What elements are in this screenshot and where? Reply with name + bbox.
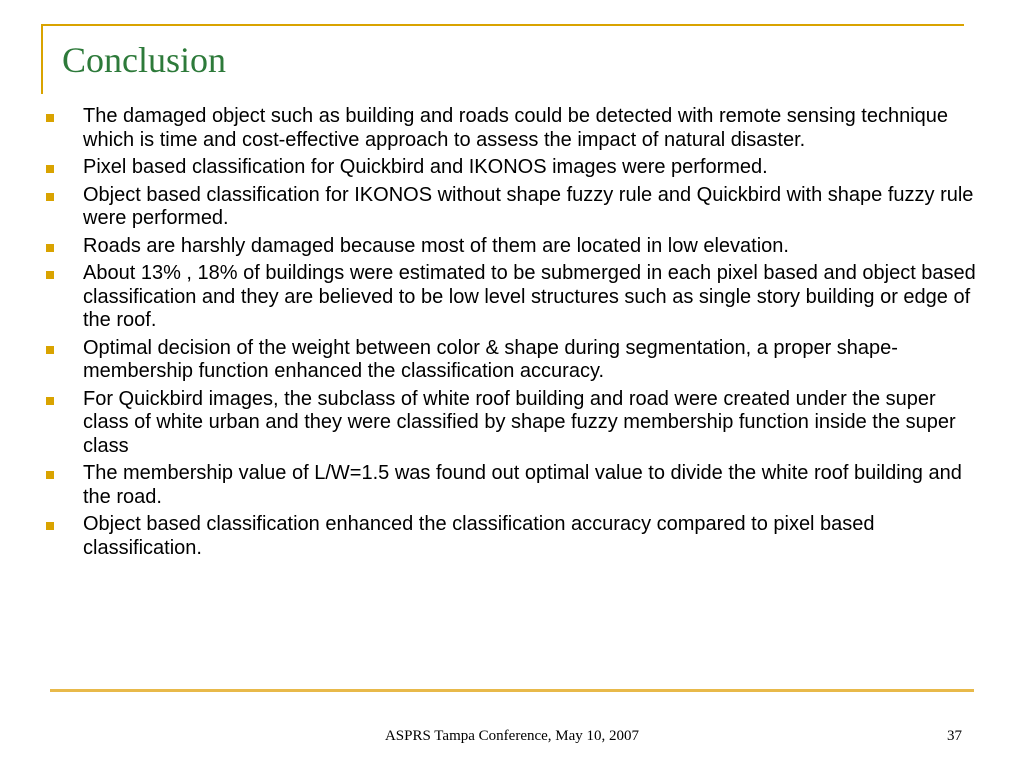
- bullet-item: [46, 337, 986, 384]
- bullet-item: [46, 184, 986, 231]
- square-bullet-icon: [46, 165, 54, 173]
- square-bullet-icon: [46, 244, 54, 252]
- square-bullet-icon: [46, 271, 54, 279]
- square-bullet-icon: [46, 193, 54, 201]
- bullet-item: [46, 513, 986, 560]
- left-border-line: [41, 24, 43, 94]
- square-bullet-icon: [46, 471, 54, 479]
- bullet-item: [46, 462, 986, 509]
- bullet-text: Roads are harshly damaged because most of them are located in low elevation.: [83, 234, 789, 257]
- bullet-item: [46, 156, 986, 180]
- bullet-text: For Quickbird images, the subclass of white roof building and road were created under the super class of white urban and they were classified by shape fuzzy membership function inside the super class: [83, 387, 956, 457]
- bullet-item: [46, 105, 986, 152]
- bullet-text: Pixel based classification for Quickbird and IKONOS images were performed.: [83, 156, 768, 178]
- square-bullet-icon: [46, 346, 54, 354]
- bullet-text: About 13% , 18% of buildings were estimated to be submerged in each pixel based and object based classification and they are believed to be low level structures such as single story building or edge of the roof.: [83, 262, 976, 331]
- bullet-item: [46, 235, 986, 259]
- bullet-item: [46, 388, 986, 459]
- square-bullet-icon: [46, 114, 54, 122]
- top-border-line: [41, 24, 964, 26]
- bullet-text: The damaged object such as building and roads could be detected with remote sensing technique which is time and cost-effective approach to assess the impact of natural disaster.: [83, 105, 949, 151]
- footer-conference-text: ASPRS Tampa Conference, May 10, 2007: [384, 728, 640, 744]
- bullet-list: [46, 105, 986, 564]
- bullet-text: Object based classification for IKONOS without shape fuzzy rule and Quickbird with shape fuzzy rule were performed.: [83, 183, 974, 229]
- bullet-item: [46, 262, 986, 333]
- bullet-text: Object based classification enhanced the classification accuracy compared to pixel based classification.: [83, 513, 875, 559]
- bullet-text: The membership value of L/W=1.5 was found out optimal value to divide the white roof building and the road.: [83, 462, 962, 508]
- page-number: 37: [947, 728, 962, 744]
- square-bullet-icon: [46, 397, 54, 405]
- bullet-text: Optimal decision of the weight between color & shape during segmentation, a proper shape-membership function enhanced the classification accuracy.: [83, 336, 898, 382]
- slide-title: Conclusion: [62, 40, 227, 80]
- footer-divider: [50, 689, 974, 692]
- square-bullet-icon: [46, 522, 54, 530]
